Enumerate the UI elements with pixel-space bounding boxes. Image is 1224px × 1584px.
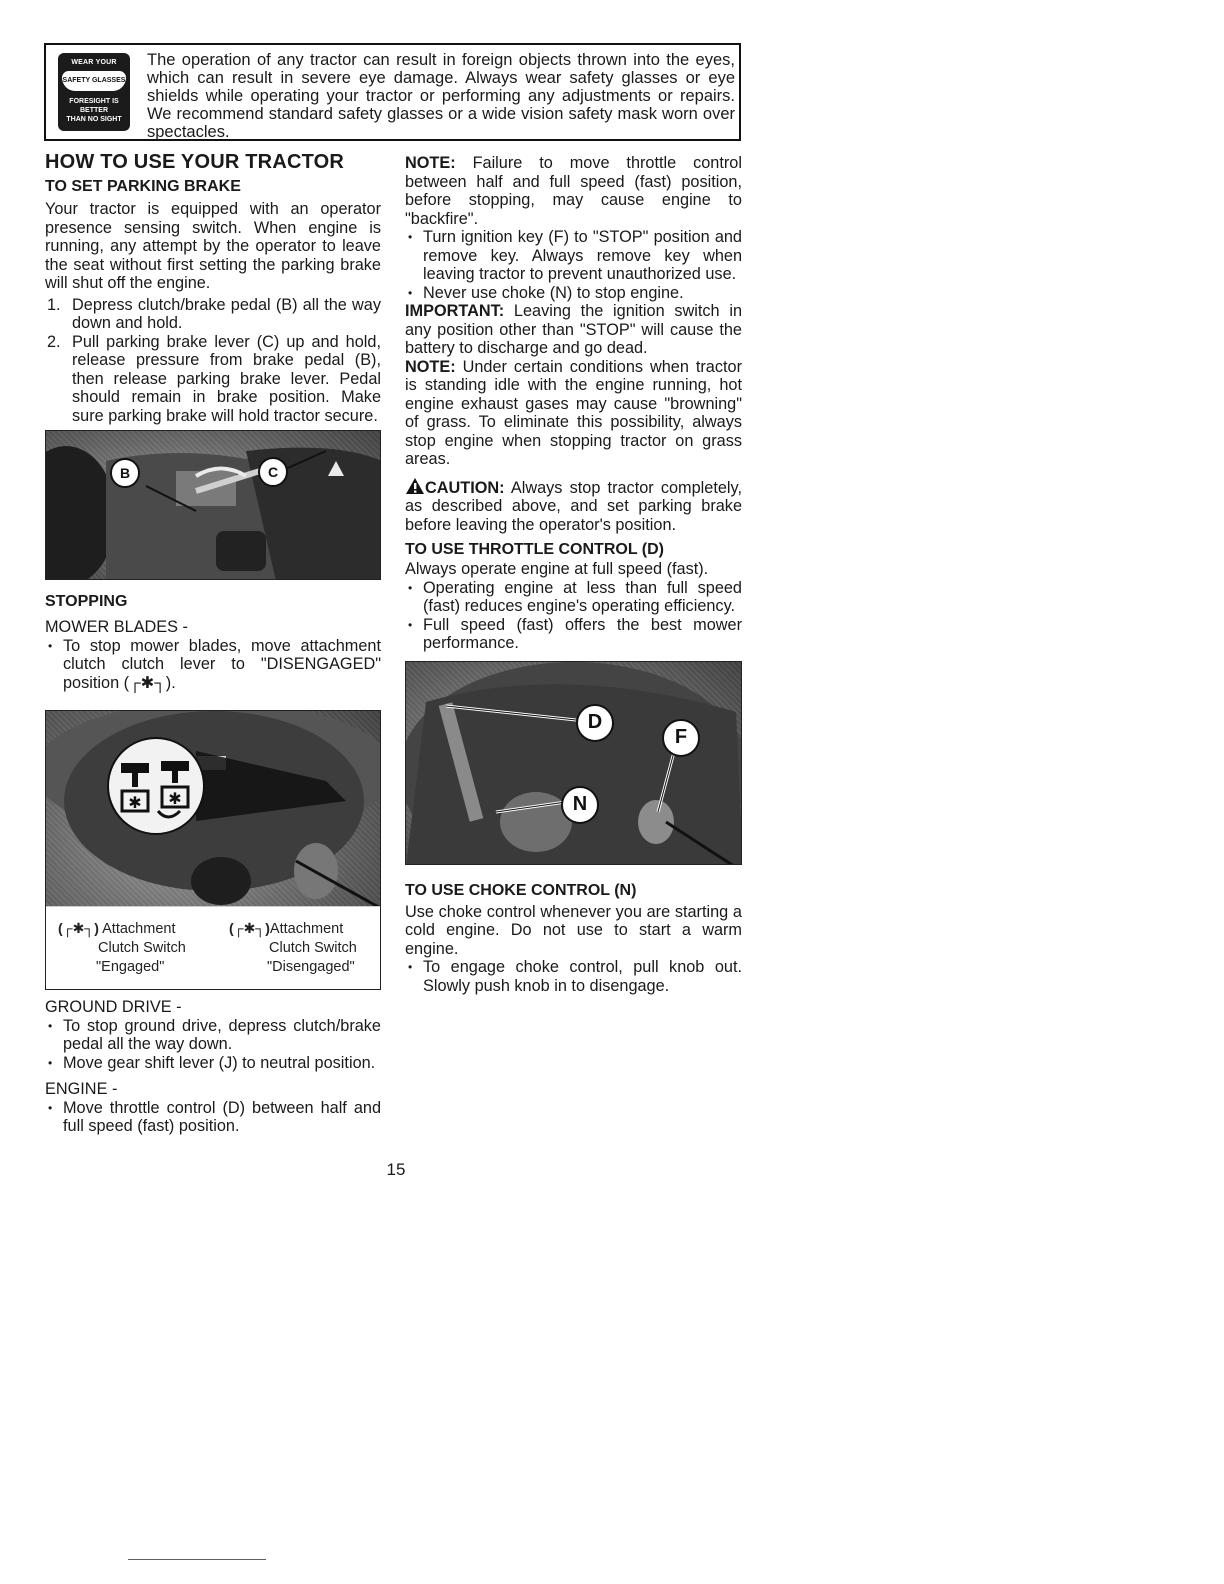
choke-bullet-1: • To engage choke control, pull knob out. Slowly push knob in to disengage. <box>405 958 742 995</box>
parking-brake-heading: TO SET PARKING BRAKE <box>45 178 241 195</box>
ground-drive-bullet-2: • Move gear shift lever (J) to neutral position. <box>45 1054 381 1073</box>
disengaged-symbol-icon: (┌✱┐) <box>229 920 270 936</box>
safety-warning-text: The operation of any tractor can result in foreign objects thrown into the eyes, which can result in severe eye damage. Always wear safety glasses or eye shields while operating your tractor or performing any adjustments or repairs. We recommend standard safety glasses or a wide vision safety mask worn over spectacles. <box>147 51 735 141</box>
section-title: HOW TO USE YOUR TRACTOR <box>45 151 345 173</box>
legend-engaged: (┌✱┐) Attachment Clutch Switch "Engaged" <box>58 920 186 975</box>
clutch-switch-photo <box>45 710 381 990</box>
choke-stop-bullet: • Never use choke (N) to stop engine. <box>405 284 742 303</box>
legend-disengaged: (┌✱┐)Attachment Clutch Switch "Disengaged" <box>229 920 357 975</box>
parking-brake-photo <box>45 430 381 580</box>
safety-glasses-icon: WEAR YOUR SAFETY GLASSES FORESIGHT IS BETTER THAN NO SIGHT <box>58 53 130 131</box>
note-grass: NOTE: Under certain conditions when tractor is standing idle with the engine running, hot engine exhaust gases may cause "browning" of grass. To eliminate this possibility, always stop engine when stopping tractor on grass areas. <box>405 357 742 468</box>
safety-warning-banner <box>44 43 741 141</box>
callout-f: F <box>662 719 700 757</box>
ground-drive-bullet-1: • To stop ground drive, depress clutch/brake pedal all the way down. <box>45 1017 381 1054</box>
caution-note: CAUTION: Always stop tractor completely, as described above, and set parking brake before leaving the operator's position. <box>405 478 742 534</box>
footer-rule <box>128 1559 266 1560</box>
important-note: IMPORTANT: Leaving the ignition switch in any position other than "STOP" will cause the battery to discharge and go dead. <box>405 302 742 357</box>
controls-photo <box>405 661 742 865</box>
choke-heading: TO USE CHOKE CONTROL (N) <box>405 881 637 899</box>
left-column <box>45 150 381 1136</box>
ignition-key-bullet: • Turn ignition key (F) to "STOP" position and remove key. Always remove key when leaving tractor to prevent unauthorized use. <box>405 228 742 284</box>
stopping-heading: STOPPING <box>45 593 128 610</box>
warning-triangle-icon <box>405 477 425 495</box>
clutch-legend <box>46 906 380 989</box>
disengaged-symbol-icon: ┌✱┐ <box>129 673 166 692</box>
callout-n: N <box>561 786 599 824</box>
page-number: 15 <box>386 1160 406 1179</box>
step-1: 1. Depress clutch/brake pedal (B) all the way down and hold. <box>47 295 381 332</box>
right-column <box>405 150 742 995</box>
choke-intro: Use choke control whenever you are starting a cold engine. Do not use to start a warm engine. <box>405 902 742 958</box>
mower-blades-bullet: • To stop mower blades, move attachment clutch clutch lever to "DISENGAGED" position (┌✱┐). <box>45 637 381 693</box>
engine-label: ENGINE - <box>45 1080 118 1098</box>
svg-text:✱: ✱ <box>168 789 182 808</box>
callout-d: D <box>576 704 614 742</box>
step-2: 2. Pull parking brake lever (C) up and hold, release pressure from brake pedal (B), then release parking brake lever. Pedal should remain in brake position. Make sure parking brake will hold tractor secure. <box>47 332 381 425</box>
callout-c: C <box>258 457 288 487</box>
throttle-heading: TO USE THROTTLE CONTROL (D) <box>405 541 664 558</box>
engaged-symbol-icon: (┌✱┐) <box>58 920 99 936</box>
ground-drive-label: GROUND DRIVE - <box>45 998 182 1016</box>
throttle-bullet-2: • Full speed (fast) offers the best mower performance. <box>405 616 742 653</box>
clutch-illustration <box>46 711 381 909</box>
svg-text:✱: ✱ <box>128 793 142 812</box>
note-backfire: NOTE: Failure to move throttle control between half and full speed (fast) position, before stopping, may cause engine to "backfire". <box>405 154 742 228</box>
brake-illustration <box>46 431 381 580</box>
controls-illustration <box>406 662 742 865</box>
engine-bullet-1: • Move throttle control (D) between half and full speed (fast) position. <box>45 1099 381 1136</box>
callout-b: B <box>110 458 140 488</box>
mower-blades-label: MOWER BLADES - <box>45 618 188 636</box>
throttle-intro: Always operate engine at full speed (fast). <box>405 560 709 578</box>
parking-brake-intro: Your tractor is equipped with an operator presence sensing switch. When engine is running, any attempt by the operator to leave the seat without first setting the parking brake will shut off the engine. <box>45 200 381 292</box>
throttle-bullet-1: • Operating engine at less than full speed (fast) reduces engine's operating efficiency. <box>405 579 742 616</box>
